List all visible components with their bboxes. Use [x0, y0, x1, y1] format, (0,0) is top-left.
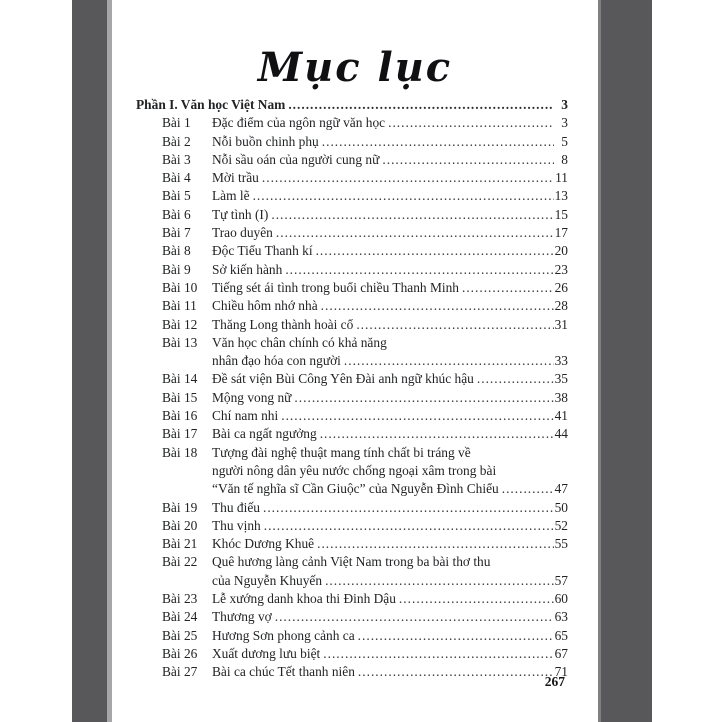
toc-entry-title: Lễ xướng danh khoa thi Đinh Dậu — [212, 591, 396, 607]
dot-leader — [322, 572, 554, 590]
dot-leader — [278, 407, 554, 425]
dot-leader — [260, 499, 554, 517]
toc-entry-page: 17 — [554, 225, 568, 241]
toc-entry-number: Bài 11 — [162, 298, 197, 314]
toc-entry-title: “Văn tế nghĩa sĩ Cần Giuộc” của Nguyễn Đình Chiểu — [212, 481, 499, 497]
toc-entry-page: 23 — [554, 261, 568, 277]
toc-entry-page: 44 — [554, 426, 568, 442]
toc-entry-line — [136, 206, 568, 224]
toc-entry-title: Văn học chân chính có khả năng — [212, 334, 387, 350]
toc-entry-line — [136, 407, 568, 425]
toc-entry-number: Bài 3 — [162, 151, 191, 167]
toc-entry-title: Khóc Dương Khuê — [212, 536, 315, 552]
toc-entry-number: Bài 27 — [162, 664, 198, 680]
toc-entry-line — [136, 261, 568, 279]
toc-entry-line — [136, 224, 568, 242]
toc-entry-title: Nỗi sầu oán của người cung nữ — [212, 151, 380, 167]
toc-entry-title: Tự tình (I) — [212, 206, 269, 222]
toc-entry-line — [136, 279, 568, 297]
toc-entry-page: 38 — [554, 389, 568, 405]
toc-entry-title: Tượng đài nghệ thuật mang tính chất bi tráng về — [212, 444, 471, 460]
toc-entry-line — [136, 627, 568, 645]
dot-leader — [314, 535, 554, 553]
toc-entry-page: 3 — [561, 115, 568, 131]
toc-entry-number: Bài 13 — [162, 334, 198, 350]
dot-leader — [273, 224, 554, 242]
toc-entry-line — [136, 151, 568, 169]
dot-leader — [285, 96, 554, 114]
toc-entry-line — [136, 462, 568, 480]
toc-entry-page: 65 — [554, 627, 568, 643]
dot-leader — [318, 297, 554, 315]
toc-entry-line — [136, 499, 568, 517]
toc-entry-number: Bài 2 — [162, 133, 191, 149]
toc-entry-number: Bài 9 — [162, 261, 191, 277]
toc-entry-number: Bài 17 — [162, 426, 198, 442]
page-title: Mục lục — [257, 44, 453, 91]
toc-entry-number: Bài 5 — [162, 188, 191, 204]
toc-entry-page: 11 — [555, 170, 568, 186]
toc-entry-title: Mộng vong nữ — [212, 389, 292, 405]
toc-entry-line — [136, 316, 568, 334]
dot-leader — [353, 316, 554, 334]
toc-entry-line — [136, 133, 568, 151]
toc-entry-title: Mời trầu — [212, 170, 259, 186]
toc-entry-title: Đề sát viện Bùi Công Yên Đài anh ngữ khúc hậu — [212, 371, 474, 387]
toc-entry-number: Bài 24 — [162, 609, 198, 625]
toc-entry-number: Bài 15 — [162, 389, 198, 405]
toc-entry-line — [136, 590, 568, 608]
toc-entry-number: Bài 7 — [162, 225, 191, 241]
toc-section-page: 3 — [561, 97, 568, 112]
dot-leader — [282, 261, 554, 279]
toc-entry-page: 63 — [554, 609, 568, 625]
toc-entry-line — [136, 553, 568, 571]
toc-entry-title: Tiếng sét ái tình trong buổi chiều Thanh Minh — [212, 279, 459, 295]
dot-leader — [272, 608, 554, 626]
toc-entry-number: Bài 18 — [162, 444, 198, 460]
toc-entry-title: Nỗi buồn chinh phụ — [212, 133, 319, 149]
toc-entry-title: Thăng Long thành hoài cổ — [212, 316, 354, 332]
dot-leader — [319, 133, 554, 151]
toc-entry-number: Bài 20 — [162, 517, 198, 533]
dot-leader — [385, 114, 554, 132]
dot-leader — [341, 352, 554, 370]
toc-entry-page: 35 — [554, 371, 568, 387]
toc-entry-line — [136, 352, 568, 370]
dot-leader — [261, 517, 554, 535]
toc-entry-page: 8 — [561, 151, 568, 167]
dot-leader — [474, 370, 554, 388]
toc-entry-page: 31 — [554, 316, 568, 332]
toc-entry-title: Hương Sơn phong cảnh ca — [212, 627, 355, 643]
toc-entry-line — [136, 334, 568, 352]
toc-entry-number: Bài 23 — [162, 591, 198, 607]
toc-entry-line — [136, 480, 568, 498]
toc-entry-title: Bài ca chúc Tết thanh niên — [212, 664, 355, 680]
toc-entry-number: Bài 16 — [162, 408, 198, 424]
toc-entry-title: Trao duyên — [212, 225, 273, 241]
toc-entry-number: Bài 14 — [162, 371, 198, 387]
toc-entry-line — [136, 242, 568, 260]
toc-entry-title: của Nguyễn Khuyến — [212, 572, 323, 588]
toc-entry-number: Bài 6 — [162, 206, 191, 222]
right-page-edge-shadow — [598, 0, 652, 722]
dot-leader — [268, 206, 554, 224]
toc-entry-line — [136, 517, 568, 535]
toc-entry-title: Thu vịnh — [212, 517, 261, 533]
dot-leader — [259, 169, 554, 187]
toc-entry-page: 13 — [554, 188, 568, 204]
toc-entry-line — [136, 444, 568, 462]
toc-entry-line — [136, 389, 568, 407]
toc-entry-title: Thu điếu — [212, 499, 260, 515]
left-page-edge-shadow — [72, 0, 107, 722]
toc-entry-number: Bài 1 — [162, 115, 191, 131]
toc-entry-line — [136, 370, 568, 388]
dot-leader — [396, 590, 554, 608]
toc-entry-line — [136, 425, 568, 443]
toc-entry-title: nhân đạo hóa con người — [212, 353, 341, 369]
toc-entry-line — [136, 572, 568, 590]
toc-entry-number: Bài 19 — [162, 499, 198, 515]
toc-entry-number: Bài 26 — [162, 645, 198, 661]
dot-leader — [313, 242, 554, 260]
toc-entry-line — [136, 114, 568, 132]
toc-section-label: Phần I. Văn học Việt Nam — [136, 97, 286, 112]
toc-entry-page: 20 — [554, 243, 568, 259]
toc-entry-title: Chí nam nhi — [212, 408, 279, 424]
toc-entry-line — [136, 608, 568, 626]
toc-entry-line — [136, 535, 568, 553]
dot-leader — [317, 425, 554, 443]
toc-entry-title: Sở kiến hành — [212, 261, 283, 277]
toc-entry-page: 52 — [554, 517, 568, 533]
toc-entry-number: Bài 10 — [162, 279, 198, 295]
toc-entry-title: Bài ca ngất ngưởng — [212, 426, 317, 442]
toc-entry-number: Bài 8 — [162, 243, 191, 259]
toc-entry-page: 57 — [554, 572, 568, 588]
toc-entry-page: 47 — [554, 481, 568, 497]
toc-entry-page: 71 — [554, 664, 568, 680]
toc-entry-title: Độc Tiểu Thanh kí — [212, 243, 313, 259]
toc-entry-line — [136, 297, 568, 315]
dot-leader — [320, 645, 554, 663]
toc-entry-line — [136, 187, 568, 205]
toc-entry-page: 50 — [554, 499, 568, 515]
dot-leader — [499, 480, 554, 498]
toc-entry-line — [136, 169, 568, 187]
toc-entry-number: Bài 25 — [162, 627, 198, 643]
dot-leader — [291, 389, 554, 407]
toc-entry-page: 15 — [554, 206, 568, 222]
toc-entry-number: Bài 21 — [162, 536, 198, 552]
toc-entry-number: Bài 4 — [162, 170, 191, 186]
dot-leader — [250, 187, 554, 205]
toc-entry-title: Làm lẽ — [212, 188, 250, 204]
toc-entry-page: 28 — [554, 298, 568, 314]
toc-entry-title: Thương vợ — [212, 609, 272, 625]
page-number: 267 — [544, 674, 565, 689]
dot-leader — [355, 627, 554, 645]
dot-leader — [379, 151, 554, 169]
toc-entry-line — [136, 645, 568, 663]
dot-leader — [459, 279, 554, 297]
toc-entry-title: Quê hương làng cảnh Việt Nam trong ba bài thơ thu — [212, 554, 491, 570]
toc-entry-title: Xuất dương lưu biệt — [212, 645, 321, 661]
toc-entry-title: Đặc điểm của ngôn ngữ văn học — [212, 115, 386, 131]
toc-section-heading — [136, 96, 568, 114]
toc-entry-page: 67 — [554, 645, 568, 661]
toc-entry-page: 33 — [554, 353, 568, 369]
toc-entry-number: Bài 22 — [162, 554, 198, 570]
toc-entry-page: 5 — [561, 133, 568, 149]
toc-entry-page: 26 — [554, 279, 568, 295]
toc-list — [136, 96, 568, 682]
toc-entry-title: người nông dân yêu nước chống ngoại xâm trong bài — [212, 462, 497, 478]
toc-entry-page: 41 — [554, 408, 568, 424]
toc-entry-page: 55 — [554, 536, 568, 552]
toc-entry-number: Bài 12 — [162, 316, 198, 332]
toc-entry-page: 60 — [554, 591, 568, 607]
toc-entry-title: Chiều hôm nhớ nhà — [212, 298, 318, 314]
left-page-edge-highlight — [107, 0, 112, 722]
